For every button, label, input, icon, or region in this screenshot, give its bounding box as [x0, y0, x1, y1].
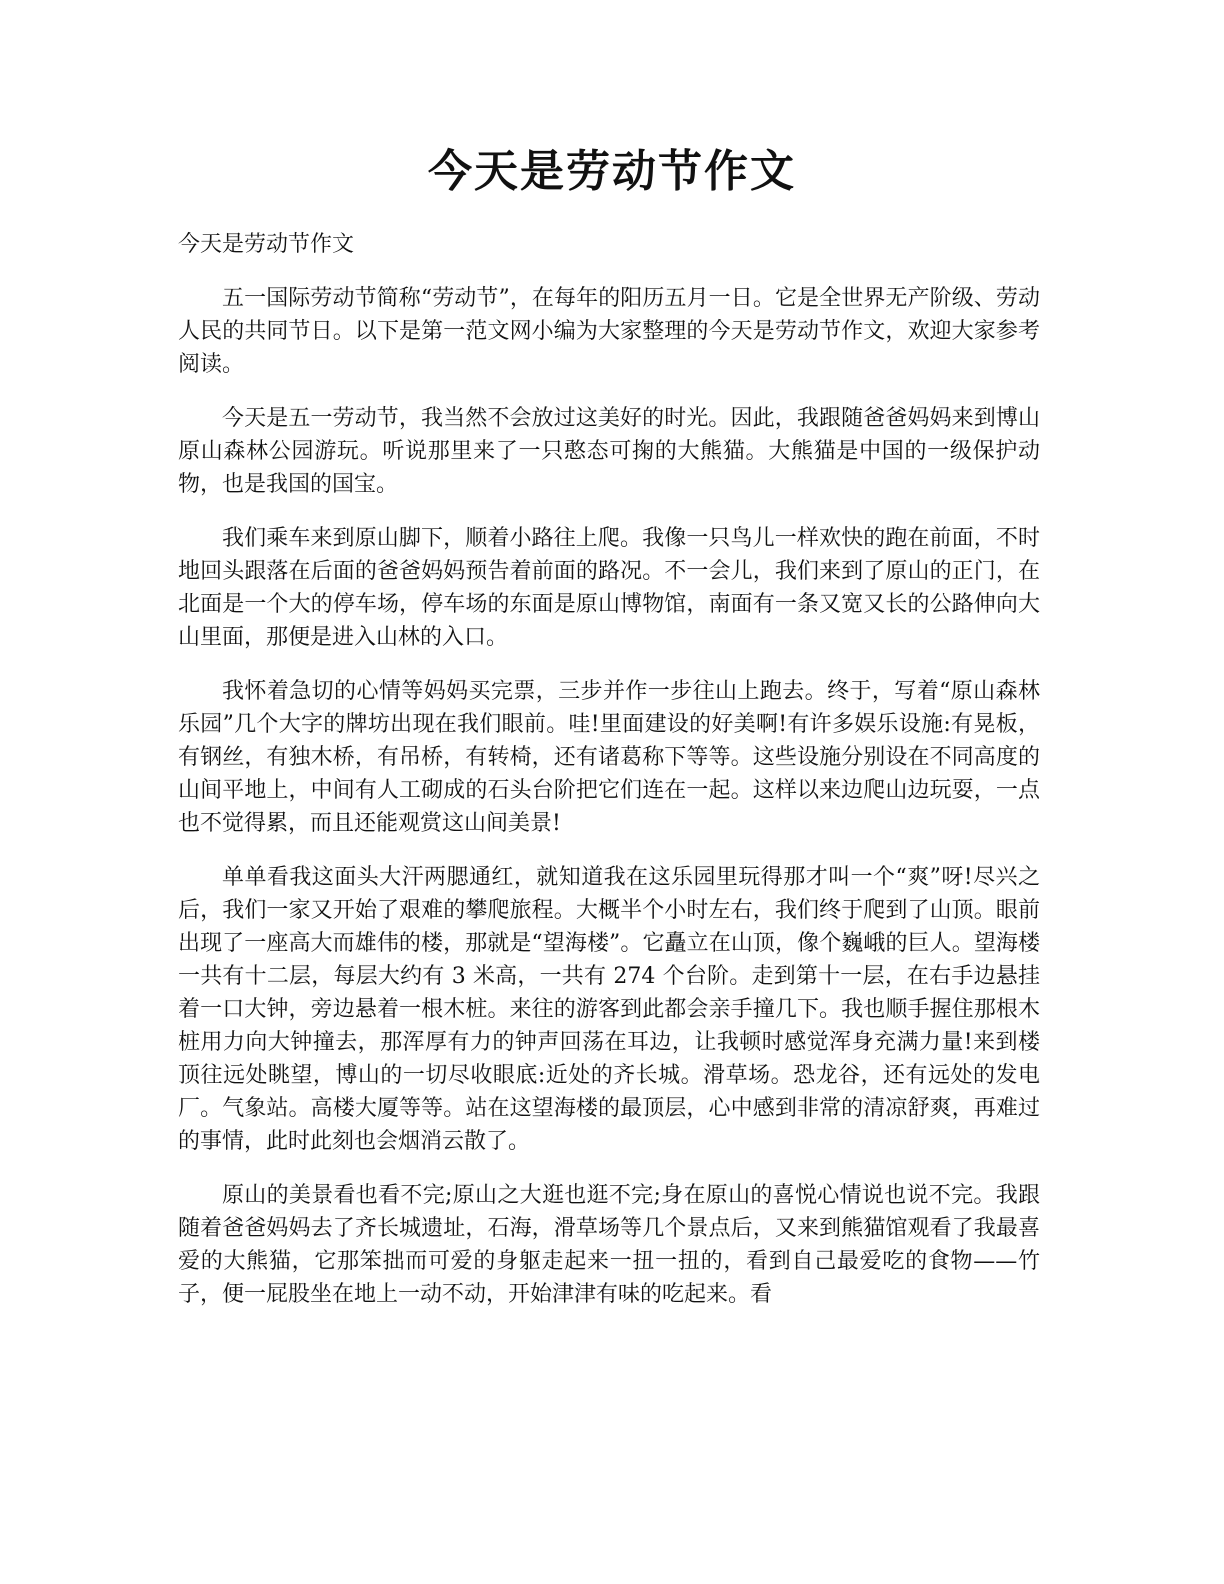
paragraph-6: 原山的美景看也看不完;原山之大逛也逛不完;身在原山的喜悦心情说也说不完。我跟随着爸爸妈妈去了齐长城遗址，石海，滑草场等几个景点后，又来到熊猫馆观看了我最喜爱的大熊猫，它那笨拙而可爱的身躯走起来一扭一扭的，看到自己最爱吃的食物——竹子，便一屁股坐在地上一动不动，开始津津有味的吃起来。看: [178, 1183, 1040, 1307]
document-subtitle: 今天是劳动节作文: [178, 232, 355, 257]
paragraph-intro: 五一国际劳动节简称“劳动节”，在每年的阳历五月一日。它是全世界无产阶级、劳动人民的共同节日。以下是第一范文网小编为大家整理的今天是劳动节作文，欢迎大家参考阅读。: [178, 286, 1040, 377]
document-title: 今天是劳动节作文: [428, 146, 796, 197]
paragraph-2: 今天是五一劳动节，我当然不会放过这美好的时光。因此，我跟随爸爸妈妈来到博山原山森林公园游玩。听说那里来了一只憨态可掬的大熊猫。大熊猫是中国的一级保护动物，也是我国的国宝。: [178, 406, 1040, 497]
paragraph-5: 单单看我这面头大汗两腮通红，就知道我在这乐园里玩得那才叫一个“爽”呀!尽兴之后，我们一家又开始了艰难的攀爬旅程。大概半个小时左右，我们终于爬到了山顶。眼前出现了一座高大而雄伟的楼，那就是“望海楼”。它矗立在山顶，像个巍峨的巨人。望海楼一共有十二层，每层大约有 3 米高，一共有 274 个台阶。走到第十一层，在右手边悬挂着一口大钟，旁边悬着一根木桩。来往的游客到此都会亲手撞几下。我也顺手握住那根木桩用力向大钟撞去，那浑厚有力的钟声回荡在耳边，让我顿时感觉浑身充满力量!来到楼顶往远处眺望，博山的一切尽收眼底:近处的齐长城。滑草场。恐龙谷，还有远处的发电厂。气象站。高楼大厦等等。站在这望海楼的最顶层，心中感到非常的清凉舒爽，再难过的事情，此时此刻也会烟消云散了。: [178, 865, 1040, 1154]
paragraph-3: 我们乘车来到原山脚下，顺着小路往上爬。我像一只鸟儿一样欢快的跑在前面，不时地回头跟落在后面的爸爸妈妈预告着前面的路况。不一会儿，我们来到了原山的正门，在北面是一个大的停车场，停车场的东面是原山博物馆，南面有一条又宽又长的公路伸向大山里面，那便是进入山林的入口。: [178, 526, 1040, 650]
document-body: [178, 228, 1040, 1332]
paragraph-4: 我怀着急切的心情等妈妈买完票，三步并作一步往山上跑去。终于，写着“原山森林乐园”几个大字的牌坊出现在我们眼前。哇!里面建设的好美啊!有许多娱乐设施:有晃板，有钢丝，有独木桥，有吊桥，有转椅，还有诸葛称下等等。这些设施分别设在不同高度的山间平地上，中间有人工砌成的石头台阶把它们连在一起。这样以来边爬山边玩耍，一点也不觉得累，而且还能观赏这山间美景!: [178, 679, 1040, 836]
